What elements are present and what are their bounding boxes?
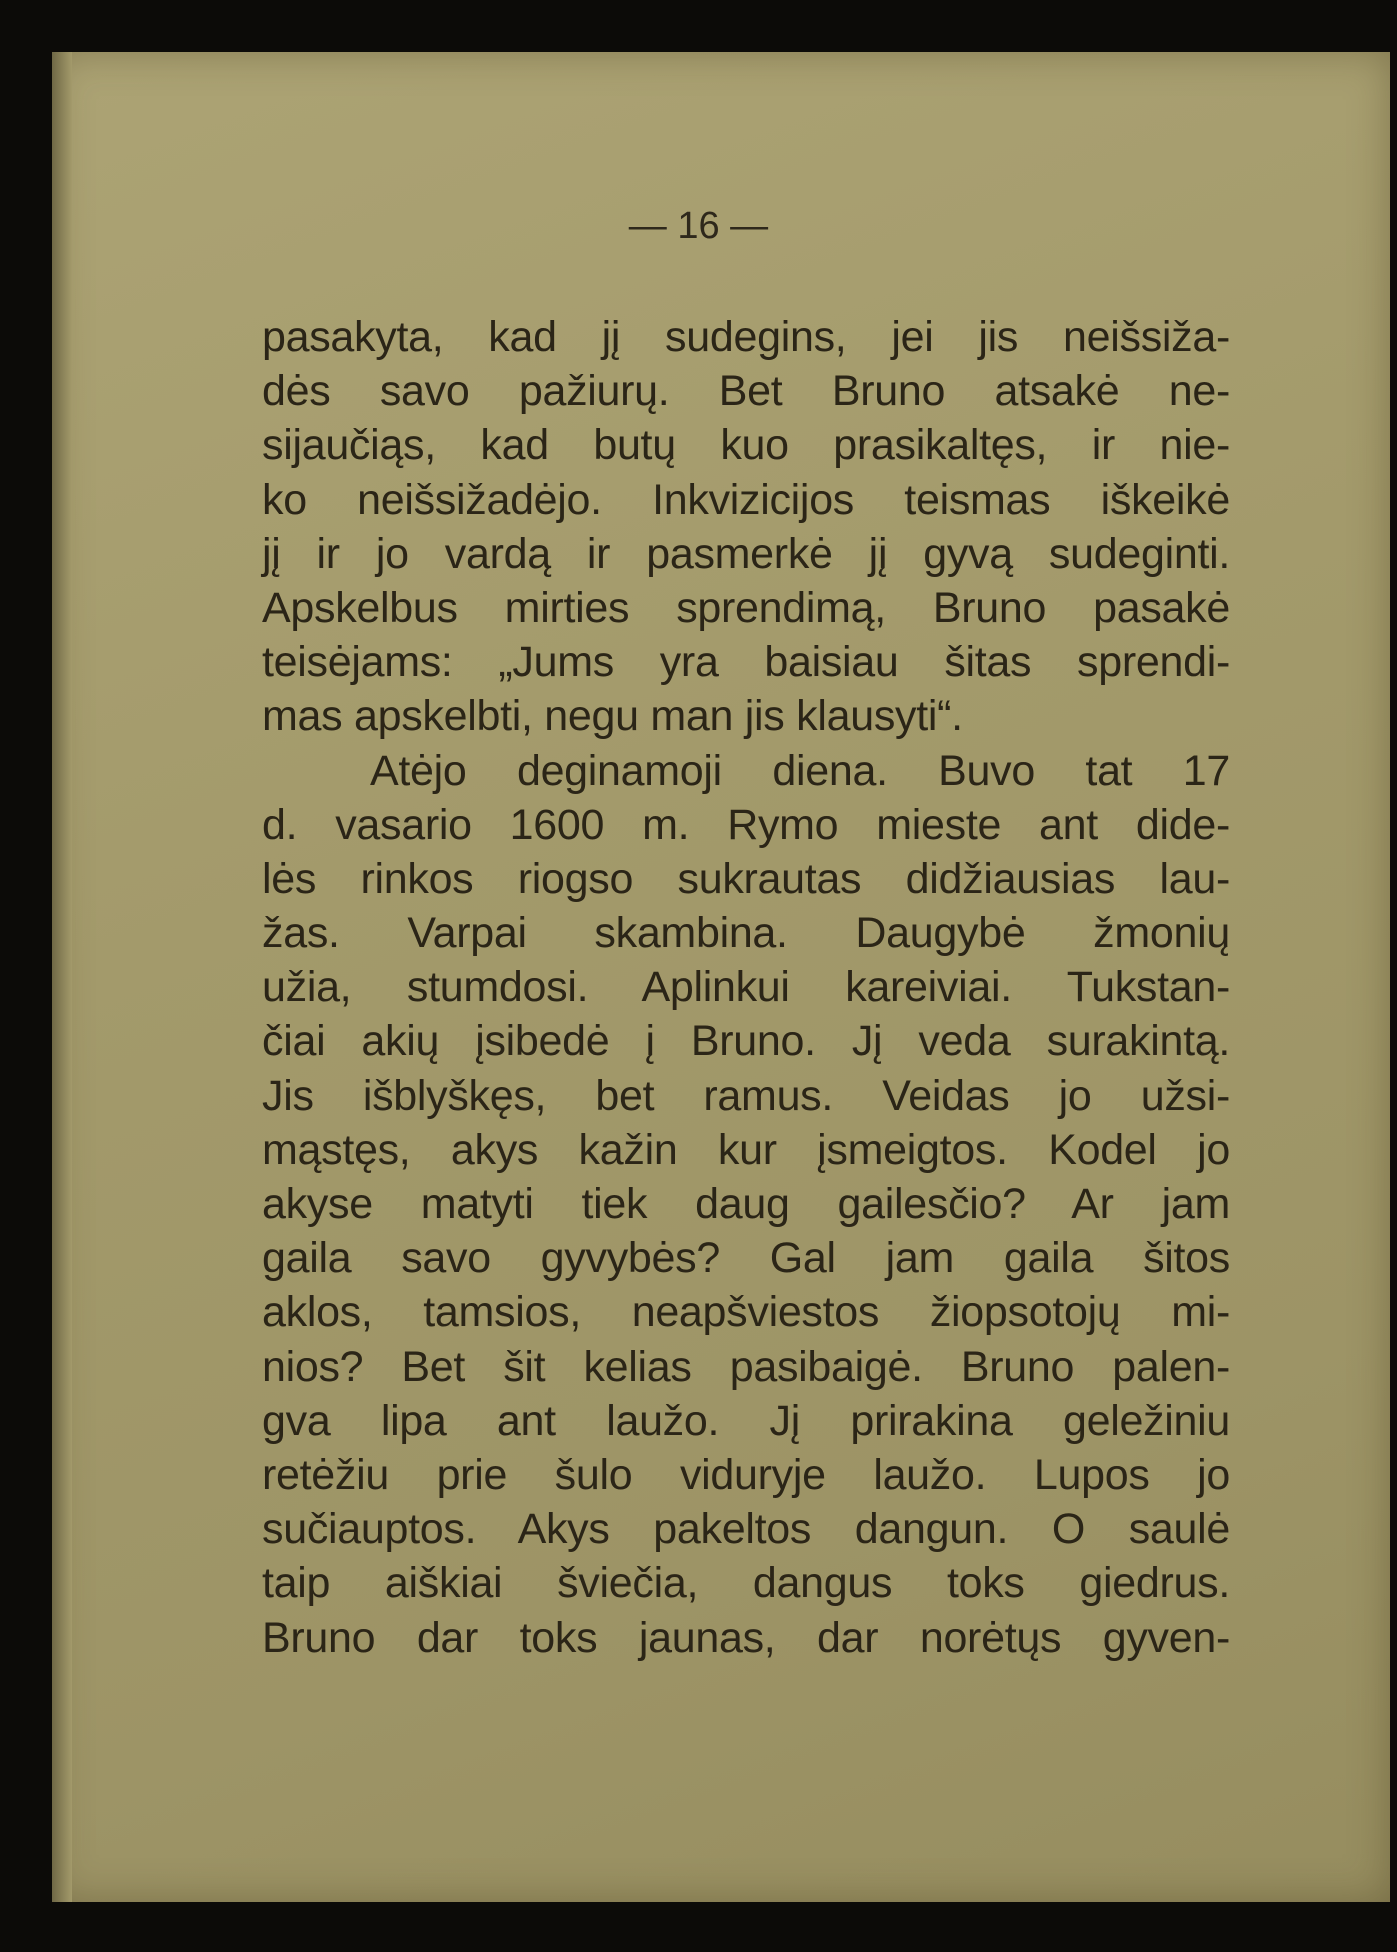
text-line: pasakyta, kad jį sudegins, jei jis neišsiža- — [262, 313, 1230, 361]
text-line: lės rinkos riogso sukrautas didžiausias lau- — [262, 854, 1230, 903]
page-number: — 16 — — [628, 205, 769, 247]
text-line: teisėjams: „Jums yra baisiau šitas sprendi- — [262, 638, 1230, 687]
text-line: dės savo pažiurų. Bet Bruno atsakė ne- — [262, 367, 1230, 416]
text-line: aklos, tamsios, neapšviestos žiopsotojų mi- — [262, 1288, 1230, 1337]
text-line: akyse matyti tiek daug gailesčio? Ar jam — [262, 1180, 1230, 1228]
text-line: gaila savo gyvybės? Gal jam gaila šitos — [262, 1234, 1230, 1283]
text-line: gva lipa ant laužo. Jį prirakina geležiniu — [262, 1396, 1230, 1445]
text-line: sučiauptos. Akys pakeltos dangun. O saulė — [262, 1505, 1230, 1554]
page-edge-shadow — [52, 52, 72, 1902]
text-line: Jis išblyškęs, bet ramus. Veidas jo užsi- — [262, 1071, 1230, 1120]
text-line: nios? Bet šit kelias pasibaigė. Bruno palen- — [262, 1342, 1230, 1391]
body-text — [262, 310, 1230, 1665]
text-line: Bruno dar toks jaunas, dar norėtųs gyven- — [262, 1613, 1230, 1662]
text-line: retėžiu prie šulo viduryje laužo. Lupos jo — [262, 1450, 1230, 1499]
text-line: sijaučiąs, kad butų kuo prasikaltęs, ir nie- — [262, 421, 1230, 470]
text-line: Apskelbus mirties sprendimą, Bruno pasakė — [262, 583, 1230, 632]
text-line: mąstęs, akys kažin kur įsmeigtos. Kodel jo — [262, 1125, 1230, 1174]
text-line: Atėjo deginamoji diena. Buvo tat 17 — [370, 746, 1230, 795]
text-line: žas. Varpai skambina. Daugybė žmonių — [262, 909, 1230, 958]
text-line: ko neišsižadėjo. Inkvizicijos teismas iškeikė — [262, 475, 1230, 524]
text-line: d. vasario 1600 m. Rymo mieste ant dide- — [262, 800, 1230, 849]
text-line: užia, stumdosi. Aplinkui kareiviai. Tukstan- — [262, 963, 1230, 1012]
text-line: mas apskelbti, negu man jis klausyti“. — [262, 692, 963, 741]
text-line: jį ir jo vardą ir pasmerkė jį gyvą sudeginti. — [262, 529, 1230, 578]
text-line: čiai akių įsibedė į Bruno. Jį veda surakintą. — [262, 1017, 1230, 1066]
text-line: taip aiškiai šviečia, dangus toks giedrus. — [262, 1559, 1230, 1608]
